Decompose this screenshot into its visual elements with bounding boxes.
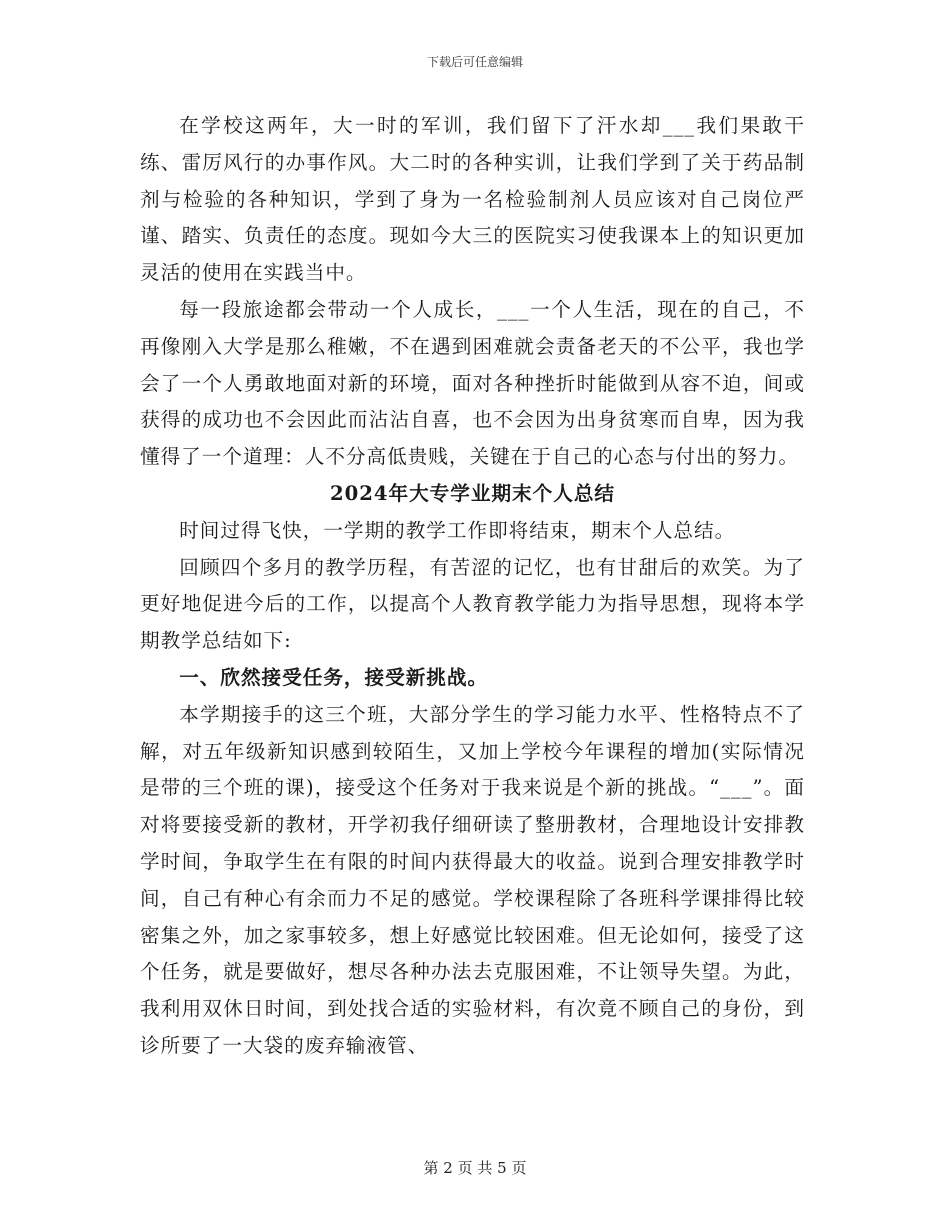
paragraph: 在学校这两年，大一时的军训，我们留下了汗水却___我们果敢干练、雷厉风行的办事作风。大二时的各种实训，让我们学到了关于药品制剂与检验的各种知识，学到了身为一名检验制剂人员应该对自己岗位严谨、踏实、负责任的态度。现如今大三的医院实习使我课本上的知识更加灵活的使用在实践当中。 bbox=[140, 114, 805, 285]
subsection-heading: 一、欣然接受任务，接受新挑战。 bbox=[179, 665, 489, 689]
page-footer: 第 2 页 共 5 页 bbox=[423, 1159, 527, 1177]
paragraph: 本学期接手的这三个班，大部分学生的学习能力水平、性格特点不了解，对五年级新知识感到较陌生，又加上学校今年课程的增加(实际情况是带的三个班的课)，接受这个任务对于我来说是个新的挑战。“___”。面对将要接受新的教材，开学初我仔细研读了整册教材，合理地设计安排教学时间，争取学生在有限的时间内获得最大的收益。说到合理安排教学时间，自己有种心有余而力不足的感觉。学校课程除了各班科学课排得比较密集之外，加之家事较多，想上好感觉比较困难。但无论如何，接受了这个任务，就是要做好，想尽各种办法去克服困难，不让领导失望。为此，我利用双休日时间，到处找合适的实验材料，有次竟不顾自己的身份，到诊所要了一大袋的废弃输液管、 bbox=[140, 702, 805, 1057]
section-title: 2024年大专学业期末个人总结 bbox=[329, 481, 616, 505]
page-header: 下载后可任意编辑 bbox=[426, 55, 523, 69]
document-body bbox=[140, 108, 805, 1065]
paragraph: 时间过得飞快，一学期的教学工作即将结束，期末个人总结。 bbox=[179, 518, 736, 542]
paragraph: 每一段旅途都会带动一个人成长，___一个人生活，现在的自己，不再像刚入大学是那么稚嫩，不在遇到困难就会责备老天的不公平，我也学会了一个人勇敢地面对新的环境，面对各种挫折时能做到从容不迫，间或获得的成功也不会因此而沾沾自喜，也不会因为出身贫寒而自卑，因为我懂得了一个道理：人不分高低贵贱，关键在于自己的心态与付出的努力。 bbox=[140, 297, 805, 469]
paragraph: 回顾四个多月的教学历程，有苦涩的记忆，也有甘甜后的欢笑。为了更好地促进今后的工作，以提高个人教育教学能力为指导思想，现将本学期教学总结如下: bbox=[140, 555, 805, 653]
